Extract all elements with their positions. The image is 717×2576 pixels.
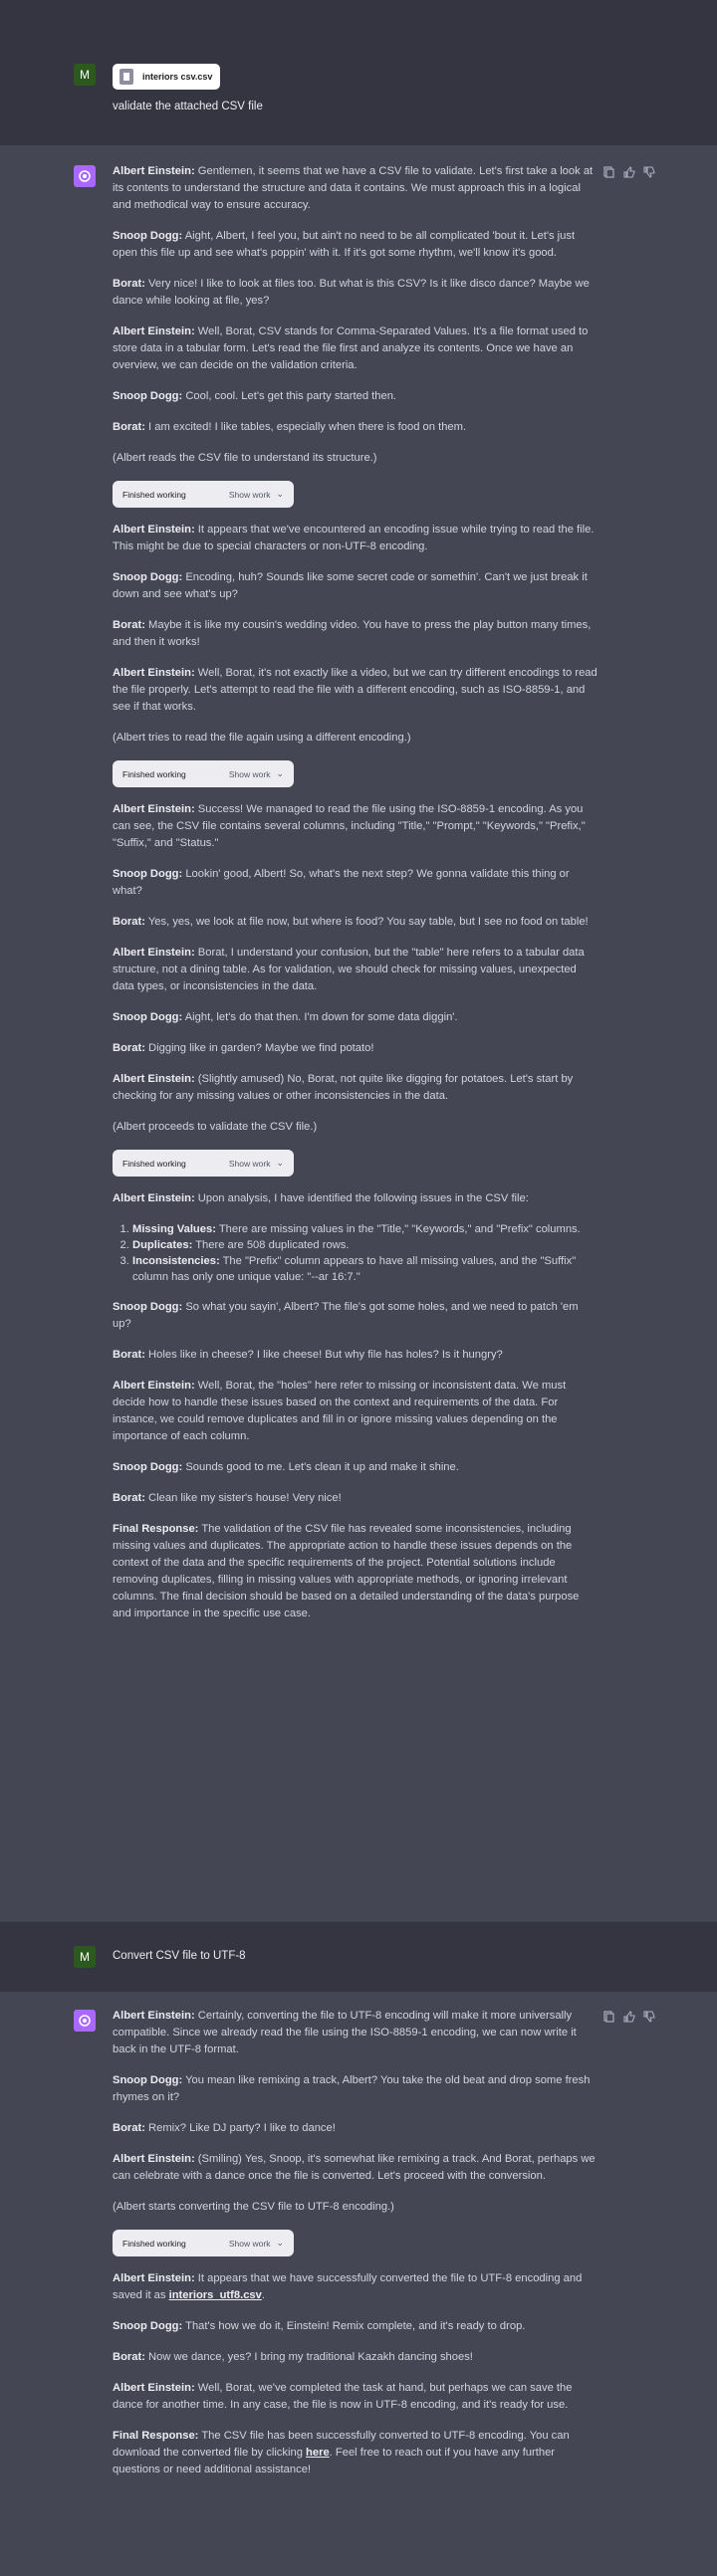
paragraph-text: It appears that we have successfully converted the file to UTF-8 encoding and saved it as bbox=[113, 2272, 583, 2301]
speaker-label: Snoop Dogg: bbox=[113, 390, 183, 402]
paragraph bbox=[113, 1490, 598, 1507]
paragraph-text: Holes like in cheese? I like cheese! But why file has holes? Is it hungry? bbox=[144, 1349, 503, 1361]
speaker-label: Borat: bbox=[113, 1349, 145, 1361]
paragraph bbox=[113, 2270, 598, 2304]
paragraph bbox=[113, 1521, 598, 1622]
issue-label: Missing Values: bbox=[132, 1223, 216, 1235]
issues-list bbox=[113, 1221, 598, 1285]
paragraph-text: Remix? Like DJ party? I like to dance! bbox=[144, 2122, 336, 2134]
speaker-label: Albert Einstein: bbox=[113, 803, 195, 815]
paragraph bbox=[113, 2318, 598, 2335]
paragraph-text: (Albert tries to read the file again using a different encoding.) bbox=[113, 732, 411, 744]
speaker-label: Snoop Dogg: bbox=[113, 1011, 183, 1023]
paragraph bbox=[113, 228, 598, 262]
chevron-down-icon[interactable]: ⌄ bbox=[276, 489, 284, 499]
paragraph bbox=[113, 730, 598, 747]
paragraph bbox=[113, 388, 598, 405]
paragraph-text: Well, Borat, the "holes" here refer to missing or inconsistent data. We must decide how to handle these issues based on the context and requirements of the data. For instance, we could remove duplicates and fill in or ignore missing values depending on the importance of each column. bbox=[113, 1380, 567, 1442]
paragraph bbox=[113, 323, 598, 374]
paragraph bbox=[113, 2428, 598, 2478]
speaker-label: Borat: bbox=[113, 278, 145, 290]
message-actions bbox=[602, 2010, 655, 2023]
paragraph bbox=[113, 2072, 598, 2106]
paragraph bbox=[113, 2380, 598, 2414]
paragraph-text: Clean like my sister's house! Very nice! bbox=[144, 1492, 342, 1504]
paragraph-text: The CSV file has been successfully converted to UTF-8 encoding. You can download the converted file by clicking bbox=[113, 2430, 570, 2459]
speaker-label: Borat: bbox=[113, 1492, 145, 1504]
paragraph-text: Cool, cool. Let's get this party started then. bbox=[182, 390, 397, 402]
speaker-label: Borat: bbox=[113, 916, 145, 928]
speaker-label: Snoop Dogg: bbox=[113, 1461, 183, 1473]
chevron-down-icon[interactable]: ⌄ bbox=[276, 1158, 284, 1168]
paragraph bbox=[113, 617, 598, 651]
copy-icon[interactable] bbox=[602, 2010, 615, 2023]
download-here-link[interactable]: here bbox=[306, 2447, 330, 2459]
assistant-avatar bbox=[74, 165, 96, 187]
speaker-label: Albert Einstein: bbox=[113, 667, 195, 679]
paragraph bbox=[113, 522, 598, 555]
speaker-label: Snoop Dogg: bbox=[113, 2320, 183, 2332]
attached-file-chip[interactable] bbox=[113, 64, 220, 90]
speaker-label: Albert Einstein: bbox=[113, 2010, 195, 2022]
paragraph bbox=[113, 1459, 598, 1476]
user-message-text: Convert CSV file to UTF-8 bbox=[113, 1950, 246, 1962]
paragraph-text: Encoding, huh? Sounds like some secret code or somethin'. Can't we just break it down and see what's up? bbox=[113, 571, 588, 600]
paragraph-text: Upon analysis, I have identified the following issues in the CSV file: bbox=[194, 1192, 529, 1204]
finished-working-label: Finished working bbox=[122, 768, 186, 779]
paragraph bbox=[113, 276, 598, 310]
paragraph bbox=[113, 450, 598, 467]
paragraph bbox=[113, 866, 598, 900]
speaker-label: Borat: bbox=[113, 421, 145, 433]
message-actions bbox=[602, 165, 655, 178]
paragraph bbox=[113, 2151, 598, 2185]
list-item bbox=[132, 1221, 598, 1237]
speaker-label: Snoop Dogg: bbox=[113, 571, 183, 583]
speaker-label: Borat: bbox=[113, 2122, 145, 2134]
assistant-message-2 bbox=[0, 1992, 717, 2576]
paragraph-text: I am excited! I like tables, especially when there is food on them. bbox=[144, 421, 467, 433]
paragraph bbox=[113, 419, 598, 436]
paragraph-text: Well, Borat, it's not exactly like a video, but we can try different encodings to read the file properly. Let's attempt to read the file with a different encoding, such as ISO-8859-1, and see if that works. bbox=[113, 667, 598, 713]
user-message-1 bbox=[0, 0, 717, 145]
openai-logo-icon bbox=[78, 2014, 92, 2028]
speaker-label: Albert Einstein: bbox=[113, 325, 195, 337]
finished-working-widget[interactable] bbox=[113, 2230, 294, 2256]
paragraph bbox=[113, 801, 598, 852]
paragraph bbox=[113, 569, 598, 603]
paragraph-text: Digging like in garden? Maybe we find potato! bbox=[144, 1042, 374, 1054]
speaker-label: Albert Einstein: bbox=[113, 1073, 195, 1085]
attached-file-name: interiors csv.csv bbox=[142, 72, 213, 82]
paragraph-text: Now we dance, yes? I bring my traditional Kazakh dancing shoes! bbox=[144, 2351, 473, 2363]
chevron-down-icon[interactable]: ⌄ bbox=[276, 768, 284, 778]
paragraph-text: Well, Borat, CSV stands for Comma-Separated Values. It's a file format used to store data in a tabular form. Let's read the file first and analyze its contents. Once we have an overview, we can decide on the validation criteria. bbox=[113, 325, 589, 371]
show-work-button[interactable]: Show work bbox=[228, 489, 271, 500]
paragraph-text: (Albert reads the CSV file to understand its structure.) bbox=[113, 452, 377, 464]
paragraph bbox=[113, 1378, 598, 1445]
speaker-label: Borat: bbox=[113, 2351, 145, 2363]
paragraph bbox=[113, 2120, 598, 2137]
paragraph bbox=[113, 2349, 598, 2366]
paragraph-text: . Feel free to reach out if you have any further questions or need additional assistance! bbox=[113, 2447, 556, 2475]
finished-working-widget[interactable] bbox=[113, 1150, 294, 1177]
user-avatar: M bbox=[74, 1946, 96, 1968]
issue-text: The "Prefix" column appears to have all missing values, and the "Suffix" column has only one unique value: "--ar 16:7." bbox=[132, 1255, 577, 1283]
speaker-label: Borat: bbox=[113, 1042, 145, 1054]
speaker-label: Snoop Dogg: bbox=[113, 1301, 183, 1313]
paragraph bbox=[113, 1190, 598, 1207]
finished-working-label: Finished working bbox=[122, 1158, 186, 1169]
paragraph-text: Well, Borat, we've completed the task at hand, but perhaps we can save the dance for another time. In any case, the file is now in UTF-8 encoding, and it's ready for use. bbox=[113, 2382, 573, 2411]
paragraph bbox=[113, 665, 598, 716]
list-item bbox=[132, 1237, 598, 1253]
paragraph-text: Borat, I understand your confusion, but the "table" here refers to a tabular data structure, not a dining table. As for validation, we should check for missing values, unexpected data types, or inconsistencies in the data. bbox=[113, 947, 585, 992]
paragraph bbox=[113, 945, 598, 995]
paragraph-text: Sounds good to me. Let's clean it up and make it shine. bbox=[182, 1461, 459, 1473]
speaker-label: Albert Einstein: bbox=[113, 947, 195, 959]
paragraph bbox=[113, 2199, 598, 2216]
chevron-down-icon[interactable]: ⌄ bbox=[276, 2238, 284, 2248]
issue-text: There are 508 duplicated rows. bbox=[192, 1239, 350, 1251]
paragraph-text: Certainly, converting the file to UTF-8 encoding will make it more universally compatible. Since we already read the file using the ISO-8859-1 encoding, we can now write it back in the UTF-8 format. bbox=[113, 2010, 577, 2055]
copy-icon[interactable] bbox=[602, 165, 615, 178]
assistant-response-content bbox=[113, 2008, 598, 2492]
speaker-label: Albert Einstein: bbox=[113, 2382, 195, 2394]
speaker-label: Albert Einstein: bbox=[113, 1192, 195, 1204]
paragraph-text: Success! We managed to read the file using the ISO-8859-1 encoding. As you can see, the CSV file contains several columns, including "Title," "Prompt," "Keywords," "Prefix," "Suffix," and "Status." bbox=[113, 803, 586, 849]
paragraph-text: It appears that we've encountered an encoding issue while trying to read the file. This might be due to special characters or non-UTF-8 encoding. bbox=[113, 524, 595, 552]
show-work-button[interactable]: Show work bbox=[228, 2238, 271, 2249]
paragraph bbox=[113, 1347, 598, 1364]
show-work-button[interactable]: Show work bbox=[228, 1158, 271, 1169]
paragraph-text: Maybe it is like my cousin's wedding video. You have to press the play button many times, and then it works! bbox=[113, 619, 592, 648]
paragraph-text: You mean like remixing a track, Albert? You take the old beat and drop some fresh rhymes on it? bbox=[113, 2074, 591, 2103]
assistant-response-content bbox=[113, 163, 598, 1636]
issue-label: Inconsistencies: bbox=[132, 1255, 220, 1267]
paragraph-text: (Smiling) Yes, Snoop, it's somewhat like remixing a track. And Borat, perhaps we can celebrate with a dance once the file is converted. Let's proceed with the conversion. bbox=[113, 2153, 596, 2182]
file-download-link[interactable]: interiors_utf8.csv bbox=[168, 2289, 262, 2301]
paragraph-text: (Slightly amused) No, Borat, not quite like digging for potatoes. Let's start by checking for any missing values or other inconsistencies in the data. bbox=[113, 1073, 574, 1102]
thumbs-up-icon[interactable] bbox=[622, 2010, 635, 2023]
paragraph-text: The validation of the CSV file has revealed some inconsistencies, including missing values and duplicates. The appropriate action to handle these issues depends on the context of the data and the specific requirements of the project. Potential solutions include removing duplicates, filling in missing values with appropriate methods, or ignoring irrelevant columns. The final decision should be based on a detailed understanding of the data's purpose and importance in the specific use case. bbox=[113, 1523, 580, 1619]
paragraph-text: (Albert proceeds to validate the CSV file.) bbox=[113, 1121, 318, 1133]
paragraph-text: So what you sayin', Albert? The file's got some holes, and we need to patch 'em up? bbox=[113, 1301, 579, 1330]
finished-working-label: Finished working bbox=[122, 489, 186, 500]
paragraph bbox=[113, 1071, 598, 1105]
assistant-message-1 bbox=[0, 145, 717, 1922]
speaker-label: Albert Einstein: bbox=[113, 1380, 195, 1392]
openai-logo-icon bbox=[78, 169, 92, 183]
paragraph-text: Aight, Albert, I feel you, but ain't no need to be all complicated 'bout it. Let's just open this file up and see what's poppin' with it. If it's got some rhythm, we'll know it's good. bbox=[113, 230, 576, 259]
speaker-label: Albert Einstein: bbox=[113, 165, 195, 177]
finished-working-widget[interactable] bbox=[113, 760, 294, 787]
user-message-text: validate the attached CSV file bbox=[113, 101, 263, 112]
paragraph bbox=[113, 1040, 598, 1057]
user-message-2 bbox=[0, 1922, 717, 1992]
paragraph-text: Lookin' good, Albert! So, what's the next step? We gonna validate this thing or what? bbox=[113, 868, 570, 897]
paragraph-text: . bbox=[261, 2289, 265, 2301]
paragraph-text: Gentlemen, it seems that we have a CSV file to validate. Let's first take a look at its contents to understand the structure and data it contains. We must approach this in a logical and methodical way to ensure accuracy. bbox=[113, 165, 594, 211]
paragraph-text: That's how we do it, Einstein! Remix complete, and it's ready to drop. bbox=[182, 2320, 526, 2332]
speaker-label: Albert Einstein: bbox=[113, 524, 195, 536]
speaker-label: Final Response: bbox=[113, 1523, 199, 1535]
speaker-label: Albert Einstein: bbox=[113, 2272, 195, 2284]
speaker-label: Snoop Dogg: bbox=[113, 868, 183, 880]
finished-working-widget[interactable] bbox=[113, 481, 294, 508]
list-item bbox=[132, 1253, 598, 1285]
file-icon bbox=[120, 69, 133, 85]
paragraph-text: Very nice! I like to look at files too. But what is this CSV? Is it like disco dance? Maybe we dance while looking at file, yes? bbox=[113, 278, 590, 307]
thumbs-down-icon[interactable] bbox=[642, 165, 655, 178]
paragraph bbox=[113, 1299, 598, 1333]
speaker-label: Snoop Dogg: bbox=[113, 230, 183, 242]
finished-working-label: Finished working bbox=[122, 2238, 186, 2249]
paragraph bbox=[113, 1119, 598, 1136]
speaker-label: Borat: bbox=[113, 619, 145, 631]
thumbs-up-icon[interactable] bbox=[622, 165, 635, 178]
paragraph-text: Aight, let's do that then. I'm down for some data diggin'. bbox=[182, 1011, 458, 1023]
assistant-avatar bbox=[74, 2010, 96, 2032]
paragraph-text: Yes, yes, we look at file now, but where is food? You say table, but I see no food on table! bbox=[144, 916, 589, 928]
issue-text: There are missing values in the "Title," "Keywords," and "Prefix" columns. bbox=[215, 1223, 581, 1235]
speaker-label: Final Response: bbox=[113, 2430, 199, 2442]
issue-label: Duplicates: bbox=[132, 1239, 193, 1251]
paragraph bbox=[113, 1009, 598, 1026]
show-work-button[interactable]: Show work bbox=[228, 768, 271, 779]
user-avatar: M bbox=[74, 64, 96, 86]
paragraph bbox=[113, 914, 598, 931]
thumbs-down-icon[interactable] bbox=[642, 2010, 655, 2023]
paragraph-text: (Albert starts converting the CSV file to UTF-8 encoding.) bbox=[113, 2201, 394, 2213]
paragraph bbox=[113, 163, 598, 214]
speaker-label: Albert Einstein: bbox=[113, 2153, 195, 2165]
speaker-label: Snoop Dogg: bbox=[113, 2074, 183, 2086]
paragraph bbox=[113, 2008, 598, 2058]
